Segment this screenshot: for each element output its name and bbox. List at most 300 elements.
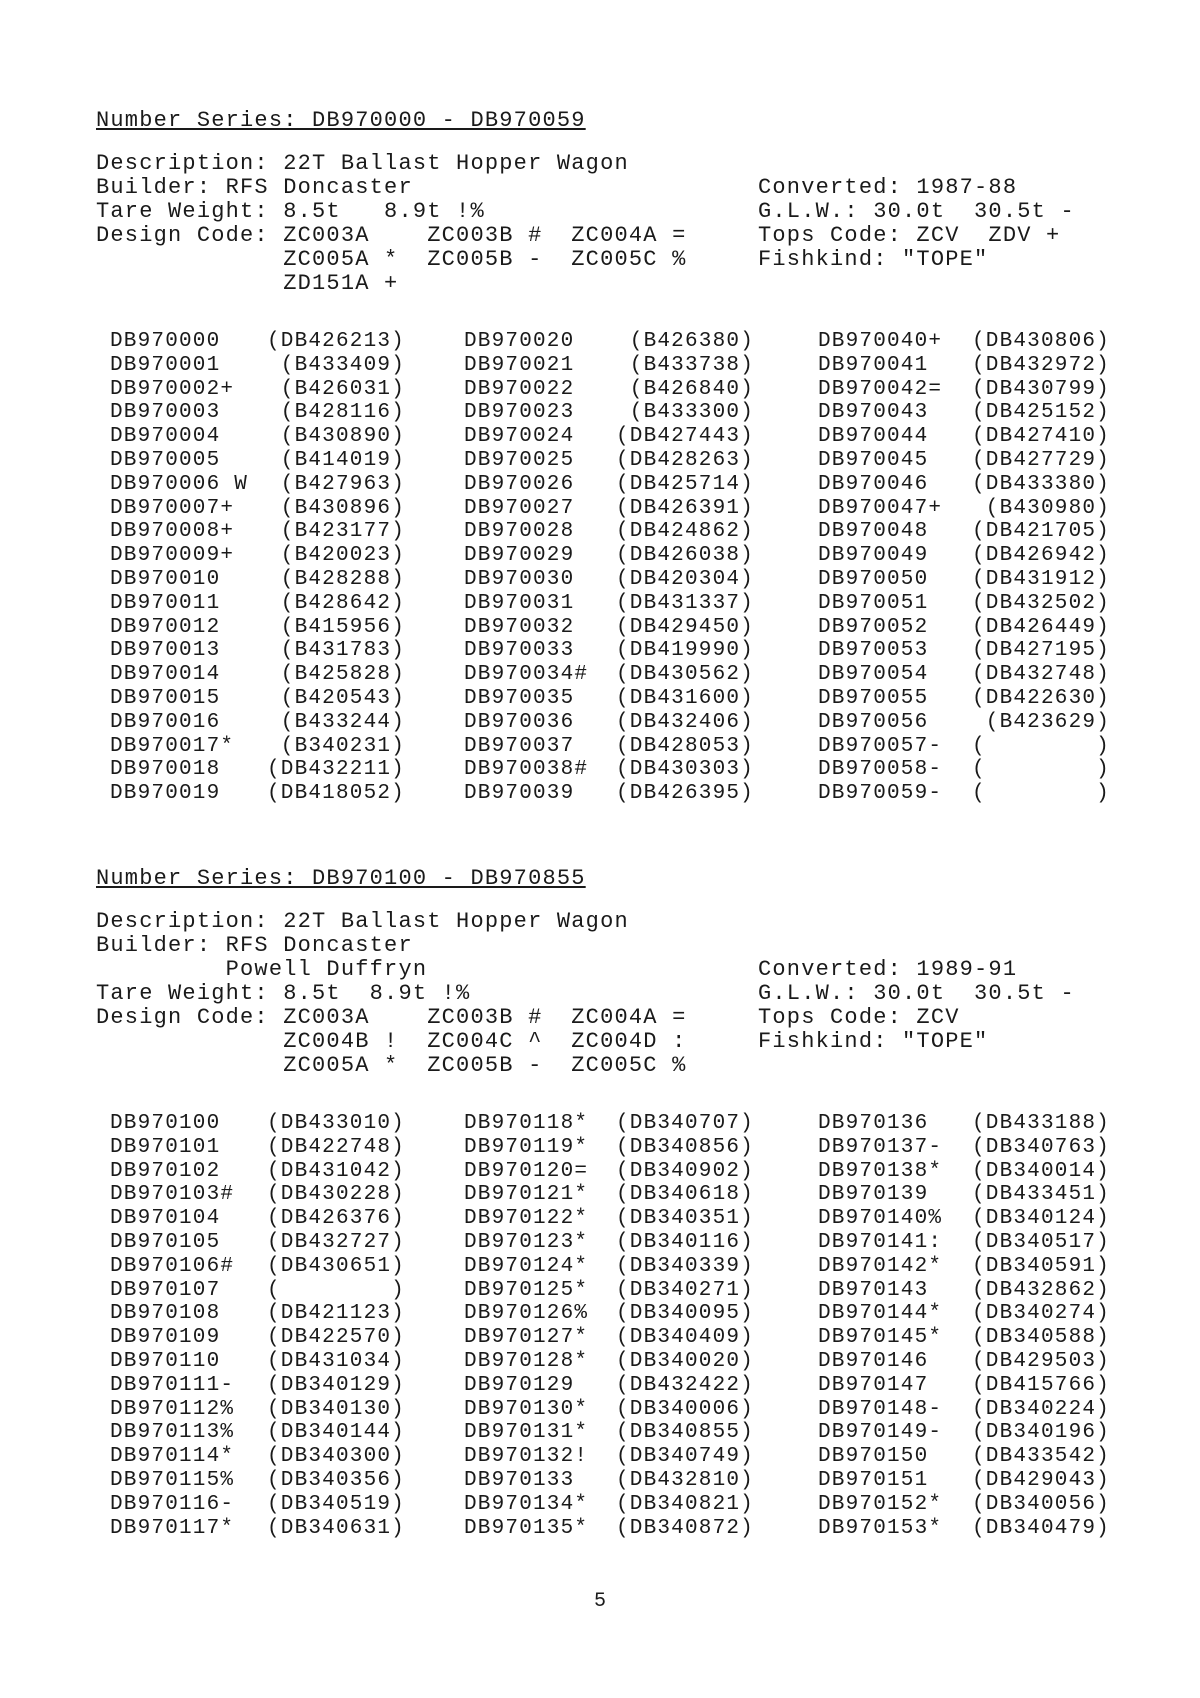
wagon-number: DB970049 [818,544,929,568]
wagon-row [464,1112,754,1136]
original-number: (B420023) [280,544,405,568]
original-number: (DB340517) [971,1230,1110,1254]
original-number: (DB340095) [615,1302,754,1326]
original-number: (DB422570) [266,1326,405,1350]
original-number: (DB432810) [615,1468,754,1492]
wagon-list-column-2 [464,1112,754,1540]
wagon-number: DB970100 [110,1112,221,1135]
wagon-number: DB970123* [464,1230,589,1254]
wagon-number: DB970019 [110,782,221,806]
original-number: (DB431600) [615,686,754,710]
wagon-list-column-3 [818,330,1110,806]
wagon-number: DB970005 [110,448,221,472]
wagon-row [818,330,1110,354]
original-number: (DB340339) [615,1254,754,1278]
wagon-number: DB970013 [110,639,221,663]
original-number: (B415956) [280,615,405,639]
wagon-row [464,544,754,568]
wagon-row [464,663,754,687]
original-number: (DB340519) [266,1492,405,1516]
tare-weight: Tare Weight: 8.5t 8.9t !% [96,199,485,224]
original-number: (DB340763) [971,1135,1110,1159]
wagon-row [464,1302,754,1326]
original-number: (B414019) [280,448,405,472]
wagon-row [110,1398,405,1422]
wagon-number: DB970039 [464,782,575,806]
original-number: (DB421123) [266,1302,405,1326]
wagon-number: DB970023 [464,401,575,425]
tops-code: Tops Code: ZCV ZDV + [758,223,1061,248]
converted: Converted: 1989-91 [758,957,1018,982]
design-code-line-1: Design Code: ZC003A ZC003B # ZC004A = [96,1005,687,1030]
wagon-row [818,568,1110,592]
original-number: (DB340356) [266,1468,405,1492]
wagon-row [818,758,1110,782]
original-number: (DB426391) [615,496,754,520]
original-number: (DB429043) [971,1468,1110,1492]
original-number: (DB340130) [266,1397,405,1421]
wagon-number: DB970102 [110,1159,221,1183]
wagon-number: DB970057- [818,734,943,758]
original-number: (DB432406) [615,710,754,734]
wagon-row [110,1517,405,1541]
original-number: (B433300) [629,401,754,425]
original-number: (DB340224) [971,1397,1110,1421]
wagon-number: DB970106# [110,1254,235,1278]
wagon-list-column-1 [110,1112,405,1540]
original-number: (DB427410) [971,425,1110,449]
wagon-row [818,1350,1110,1374]
converted: Converted: 1987-88 [758,175,1018,200]
wagon-number: DB970015 [110,686,221,710]
original-number: (B428116) [280,401,405,425]
wagon-number: DB970018 [110,758,221,782]
original-number: (DB340144) [266,1421,405,1445]
original-number: (B430896) [280,496,405,520]
wagon-number: DB970020 [464,330,575,353]
wagon-number: DB970140% [818,1207,943,1231]
wagon-row [464,330,754,354]
original-number: (DB432422) [615,1373,754,1397]
original-number: ( ) [971,782,1110,806]
wagon-number: DB970119* [464,1135,589,1159]
original-number: (DB426942) [971,544,1110,568]
wagon-row [818,735,1110,759]
wagon-number: DB970112% [110,1397,235,1421]
wagon-row [818,1231,1110,1255]
wagon-number: DB970000 [110,330,221,353]
wagon-number: DB970017* [110,734,235,758]
wagon-number: DB970152* [818,1492,943,1516]
original-number: ( ) [971,734,1110,758]
wagon-number: DB970134* [464,1492,589,1516]
wagon-row [110,1350,405,1374]
original-number: (B425828) [280,663,405,687]
original-number: (DB429503) [971,1349,1110,1373]
original-number: (DB340588) [971,1326,1110,1350]
wagon-number: DB970148- [818,1397,943,1421]
original-number: (DB427729) [971,448,1110,472]
original-number: (DB422748) [266,1135,405,1159]
wagon-row [110,520,405,544]
wagon-number: DB970031 [464,591,575,615]
wagon-row [110,711,405,735]
wagon-row [464,1207,754,1231]
wagon-row [110,497,405,521]
original-number: (DB340014) [971,1159,1110,1183]
original-number: (DB340618) [615,1183,754,1207]
wagon-list-column-2 [464,330,754,806]
wagon-row [464,735,754,759]
original-number: (DB424862) [615,520,754,544]
wagon-row [110,473,405,497]
wagon-number: DB970030 [464,567,575,591]
wagon-list-column-3 [818,1112,1110,1540]
tare-weight: Tare Weight: 8.5t 8.9t !% [96,981,471,1006]
wagon-number: DB970043 [818,401,929,425]
wagon-row [818,782,1110,806]
wagon-row [818,544,1110,568]
wagon-row [464,1398,754,1422]
wagon-number: DB970122* [464,1207,589,1231]
wagon-number: DB970022 [464,377,575,401]
wagon-row [110,568,405,592]
original-number: (DB419990) [615,639,754,663]
wagon-row [464,1469,754,1493]
wagon-number: DB970137- [818,1135,943,1159]
wagon-row [464,449,754,473]
wagon-number: DB970002+ [110,377,235,401]
original-number: (DB427443) [615,425,754,449]
wagon-number: DB970125* [464,1278,589,1302]
wagon-number: DB970042= [818,377,943,401]
wagon-row [818,354,1110,378]
wagon-row [818,592,1110,616]
wagon-number: DB970128* [464,1349,589,1373]
original-number: (DB340351) [615,1207,754,1231]
wagon-row [110,1421,405,1445]
original-number: (DB430562) [615,663,754,687]
original-number: (DB432502) [971,591,1110,615]
wagon-number: DB970107 [110,1278,221,1302]
wagon-row [818,1374,1110,1398]
wagon-row [110,687,405,711]
wagon-number: DB970153* [818,1516,943,1540]
original-number: (B433244) [280,710,405,734]
wagon-row [464,1160,754,1184]
original-number: (DB432727) [266,1230,405,1254]
wagon-row [110,1255,405,1279]
original-number: (DB433010) [266,1112,405,1135]
wagon-row [110,735,405,759]
wagon-row [464,1183,754,1207]
wagon-row [110,1136,405,1160]
wagon-number: DB970012 [110,615,221,639]
wagon-row [110,449,405,473]
wagon-number: DB970103# [110,1183,235,1207]
wagon-number: DB970121* [464,1183,589,1207]
wagon-number: DB970127* [464,1326,589,1350]
original-number: (DB428053) [615,734,754,758]
original-number: (DB426376) [266,1207,405,1231]
wagon-row [464,1445,754,1469]
original-number: (DB340749) [615,1445,754,1469]
wagon-number: DB970117* [110,1516,235,1540]
wagon-row [464,1374,754,1398]
original-number: (DB340591) [971,1254,1110,1278]
original-number: (DB430799) [971,377,1110,401]
original-number: (DB340116) [615,1230,754,1254]
wagon-number: DB970150 [818,1445,929,1469]
original-number: (B426840) [629,377,754,401]
wagon-row [110,758,405,782]
wagon-row [818,687,1110,711]
wagon-number: DB970048 [818,520,929,544]
original-number: (DB426449) [971,615,1110,639]
wagon-number: DB970026 [464,472,575,496]
wagon-number: DB970115% [110,1468,235,1492]
wagon-row [818,616,1110,640]
original-number: (B423177) [280,520,405,544]
wagon-row [464,354,754,378]
builder: Builder: RFS Doncaster [96,175,413,200]
wagon-number: DB970114* [110,1445,235,1469]
wagon-row [110,1112,405,1136]
wagon-row [464,1136,754,1160]
original-number: (DB340129) [266,1373,405,1397]
wagon-number: DB970033 [464,639,575,663]
wagon-number: DB970110 [110,1349,221,1373]
wagon-number: DB970138* [818,1159,943,1183]
original-number: (DB340274) [971,1302,1110,1326]
original-number: (DB427195) [971,639,1110,663]
wagon-row [818,520,1110,544]
wagon-number: DB970144* [818,1302,943,1326]
wagon-number: DB970041 [818,353,929,377]
wagon-row [110,401,405,425]
original-number: (DB430303) [615,758,754,782]
wagon-row [110,1160,405,1184]
builder-continued: Powell Duffryn [96,957,428,982]
wagon-row [464,1255,754,1279]
wagon-number: DB970059- [818,782,943,806]
wagon-number: DB970142* [818,1254,943,1278]
design-code-line-3: ZD151A + [96,271,399,296]
original-number: (DB422630) [971,686,1110,710]
wagon-row [818,663,1110,687]
wagon-number: DB970009+ [110,544,235,568]
wagon-number: DB970003 [110,401,221,425]
description: Description: 22T Ballast Hopper Wagon [96,151,629,176]
original-number: (DB433380) [971,472,1110,496]
wagon-row [818,1493,1110,1517]
original-number: (DB340707) [615,1112,754,1135]
wagon-number: DB970141: [818,1230,943,1254]
wagon-row [818,1136,1110,1160]
wagon-number: DB970051 [818,591,929,615]
original-number: ( ) [971,758,1110,782]
wagon-row [464,1231,754,1255]
wagon-number: DB970131* [464,1421,589,1445]
wagon-row [464,1517,754,1541]
original-number: (DB432972) [971,353,1110,377]
original-number: (DB340872) [615,1516,754,1540]
original-number: (DB425714) [615,472,754,496]
original-number: (DB420304) [615,567,754,591]
wagon-row [110,1207,405,1231]
original-number: (B428642) [280,591,405,615]
original-number: (DB340902) [615,1159,754,1183]
wagon-number: DB970027 [464,496,575,520]
wagon-number: DB970054 [818,663,929,687]
wagon-number: DB970047+ [818,496,943,520]
wagon-row [110,663,405,687]
wagon-row [110,1326,405,1350]
wagon-row [110,639,405,663]
original-number: ( ) [266,1278,405,1302]
wagon-number: DB970032 [464,615,575,639]
wagon-row [464,520,754,544]
original-number: (DB430806) [971,330,1110,353]
original-number: (DB432211) [266,758,405,782]
wagon-number: DB970014 [110,663,221,687]
wagon-row [110,354,405,378]
series-title: Number Series: DB970100 - DB970855 [96,866,586,891]
wagon-number: DB970129 [464,1373,575,1397]
wagon-row [464,758,754,782]
wagon-number: DB970139 [818,1183,929,1207]
wagon-number: DB970101 [110,1135,221,1159]
original-number: (B340231) [280,734,405,758]
wagon-row [464,568,754,592]
wagon-row [818,1183,1110,1207]
wagon-number: DB970124* [464,1254,589,1278]
wagon-number: DB970151 [818,1468,929,1492]
wagon-row [818,1445,1110,1469]
wagon-number: DB970145* [818,1326,943,1350]
wagon-row [818,1398,1110,1422]
wagon-number: DB970111- [110,1373,235,1397]
wagon-row [464,1421,754,1445]
original-number: (DB431912) [971,567,1110,591]
wagon-row [464,401,754,425]
wagon-number: DB970011 [110,591,221,615]
original-number: (DB433188) [971,1112,1110,1135]
builder: Builder: RFS Doncaster [96,933,413,958]
original-number: (DB415766) [971,1373,1110,1397]
wagon-number: DB970001 [110,353,221,377]
wagon-row [818,401,1110,425]
wagon-number: DB970037 [464,734,575,758]
wagon-row [818,1421,1110,1445]
page-number: 5 [593,1590,606,1613]
wagon-number: DB970130* [464,1397,589,1421]
wagon-row [818,497,1110,521]
wagon-number: DB970004 [110,425,221,449]
wagon-row [818,1326,1110,1350]
wagon-row [110,1493,405,1517]
original-number: (B433738) [629,353,754,377]
original-number: (DB340409) [615,1326,754,1350]
wagon-number: DB970010 [110,567,221,591]
wagon-row [818,378,1110,402]
original-number: (DB429450) [615,615,754,639]
wagon-number: DB970036 [464,710,575,734]
original-number: (B431783) [280,639,405,663]
wagon-number: DB970052 [818,615,929,639]
wagon-number: DB970007+ [110,496,235,520]
original-number: (DB421705) [971,520,1110,544]
glw: G.L.W.: 30.0t 30.5t - [758,981,1075,1006]
wagon-row [464,1493,754,1517]
wagon-number: DB970024 [464,425,575,449]
wagon-row [818,1207,1110,1231]
wagon-number: DB970149- [818,1421,943,1445]
wagon-row [818,1160,1110,1184]
wagon-number: DB970046 [818,472,929,496]
wagon-row [464,639,754,663]
original-number: (DB431337) [615,591,754,615]
wagon-number: DB970135* [464,1516,589,1540]
wagon-number: DB970050 [818,567,929,591]
wagon-number: DB970120= [464,1159,589,1183]
original-number: (DB433542) [971,1445,1110,1469]
original-number: (DB418052) [266,782,405,806]
original-number: (B426380) [629,330,754,353]
wagon-number: DB970108 [110,1302,221,1326]
wagon-row [818,1302,1110,1326]
fishkind: Fishkind: "TOPE" [758,1029,989,1054]
original-number: (DB340020) [615,1349,754,1373]
design-code-line-1: Design Code: ZC003A ZC003B # ZC004A = [96,223,687,248]
wagon-number: DB970132! [464,1445,589,1469]
original-number: (DB432748) [971,663,1110,687]
wagon-number: DB970006 W [110,472,249,496]
wagon-number: DB970118* [464,1112,589,1135]
wagon-row [110,544,405,568]
wagon-row [818,425,1110,449]
wagon-number: DB970058- [818,758,943,782]
wagon-number: DB970136 [818,1112,929,1135]
original-number: (DB340856) [615,1135,754,1159]
original-number: (DB426213) [266,330,405,353]
wagon-row [818,1255,1110,1279]
fishkind: Fishkind: "TOPE" [758,247,989,272]
original-number: (DB426038) [615,544,754,568]
original-number: (B427963) [280,472,405,496]
original-number: (DB340124) [971,1207,1110,1231]
original-number: (B420543) [280,686,405,710]
wagon-number: DB970028 [464,520,575,544]
original-number: (B433409) [280,353,405,377]
wagon-row [464,1350,754,1374]
wagon-row [464,616,754,640]
wagon-row [818,711,1110,735]
wagon-number: DB970025 [464,448,575,472]
wagon-row [464,782,754,806]
wagon-number: DB970113% [110,1421,235,1445]
wagon-row [110,1445,405,1469]
wagon-row [464,425,754,449]
wagon-row [464,687,754,711]
wagon-row [110,592,405,616]
wagon-row [110,1231,405,1255]
wagon-number: DB970053 [818,639,929,663]
wagon-row [464,1326,754,1350]
wagon-list-column-1 [110,330,405,806]
glw: G.L.W.: 30.0t 30.5t - [758,199,1075,224]
wagon-row [464,497,754,521]
